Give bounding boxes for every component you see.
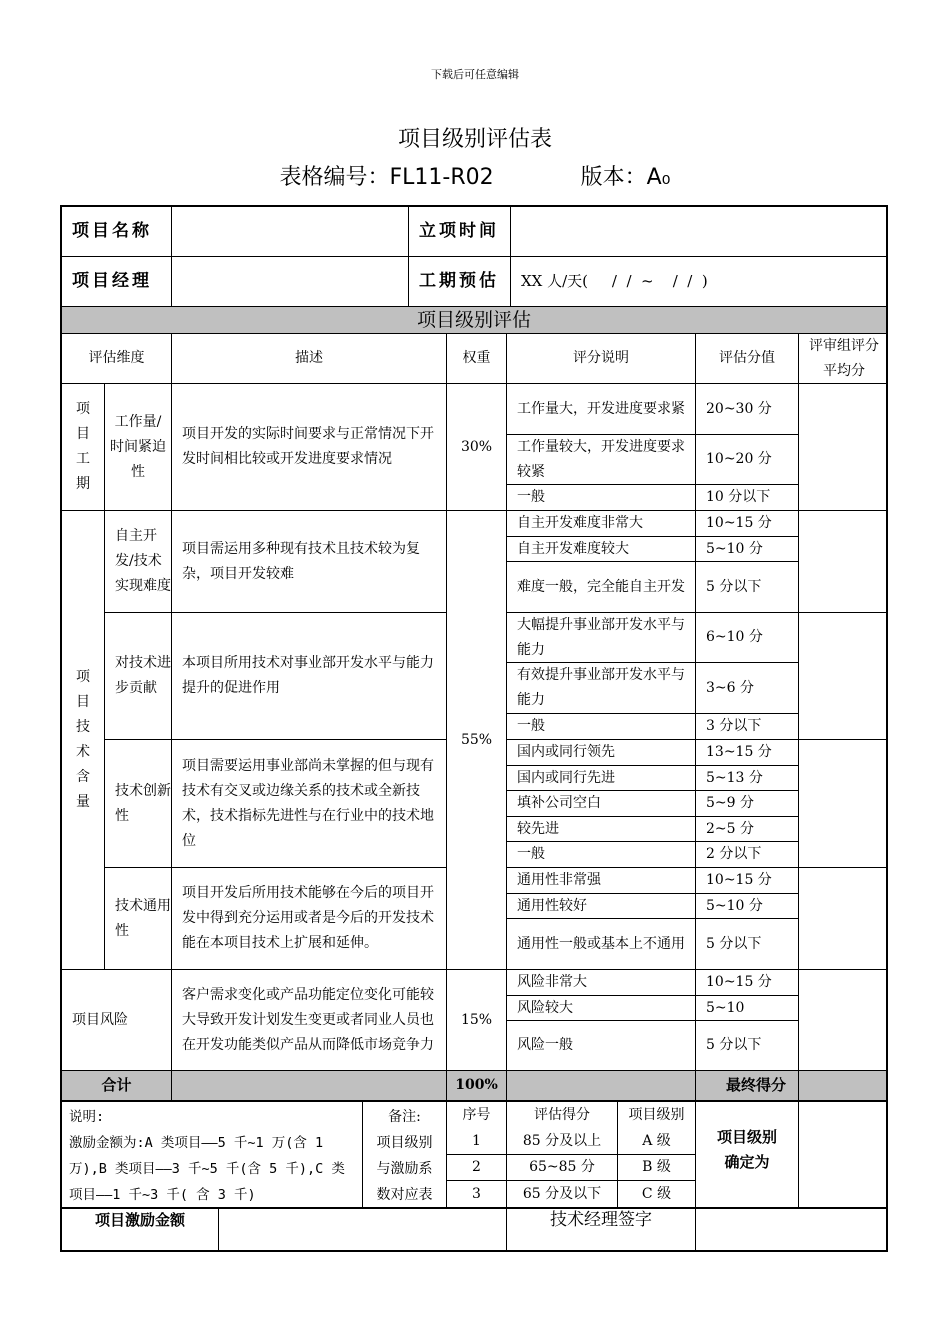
total-weight: 100% bbox=[455, 1077, 498, 1093]
score-item: 5 分以下 bbox=[706, 935, 762, 952]
incentive-note bbox=[69, 1104, 359, 1208]
criteria-item: 难度一般，完全能自主开发 bbox=[517, 578, 685, 595]
criteria-item: 填补公司空白 bbox=[517, 795, 601, 811]
group-label-risk: 项目风险 bbox=[72, 1011, 128, 1028]
score-item: 10~20 分 bbox=[706, 451, 772, 467]
project-manager-label: 项目经理 bbox=[72, 271, 152, 291]
level-table-cell: C 级 bbox=[641, 1185, 672, 1202]
signature-field[interactable] bbox=[696, 1209, 886, 1250]
score-item: 6~10 分 bbox=[706, 629, 763, 645]
score-item: 2 分以下 bbox=[706, 846, 762, 862]
bonus-field[interactable] bbox=[219, 1209, 506, 1250]
note-line: 激励金额为:A 类项目——5 千~1 万(含 1 bbox=[69, 1135, 324, 1151]
level-table-cell: A 级 bbox=[642, 1132, 671, 1149]
criteria-item: 较先进 bbox=[517, 820, 559, 837]
note-line: 万),B 类项目——3 千~5 千(含 5 千),C 类 bbox=[69, 1161, 345, 1177]
criteria-item: 风险较大 bbox=[517, 999, 573, 1016]
score-item: 5~9 分 bbox=[706, 795, 754, 811]
final-score-label: 最终得分 bbox=[725, 1076, 786, 1094]
sub-label-difficulty: 自主开发/技术实现难度 bbox=[115, 528, 171, 594]
criteria-item: 大幅提升事业部开发水平与能力 bbox=[517, 616, 685, 658]
criteria-item: 有效提升事业部开发水平与能力 bbox=[517, 667, 685, 708]
desc-difficulty: 项目需运用多种现有技术且技术较为复杂，项目开发较难 bbox=[182, 540, 420, 582]
remark-line: 与激励系 bbox=[376, 1161, 433, 1177]
score-item: 10 分以下 bbox=[706, 489, 771, 505]
sub-label-generality: 技术通用性 bbox=[115, 897, 171, 939]
score-item: 5~10 分 bbox=[706, 540, 763, 557]
header-note: 下载后可任意编辑 bbox=[431, 68, 519, 81]
criteria-item: 通用性一般或基本上不通用 bbox=[517, 935, 685, 952]
score-item: 5~10 bbox=[706, 999, 745, 1016]
score-item: 10~15 分 bbox=[706, 974, 772, 990]
sub-label-contribution: 对技术进步贡献 bbox=[115, 655, 171, 696]
level-table-head: 评估得分 bbox=[534, 1106, 590, 1123]
final-score-field[interactable] bbox=[799, 1071, 886, 1100]
col-score: 评估分值 bbox=[719, 350, 775, 366]
desc-workload: 项目开发的实际时间要求与正常情况下开发时间相比较或开发进度要求情况 bbox=[182, 426, 434, 467]
criteria-item: 国内或同行领先 bbox=[517, 744, 615, 760]
version-number: 版本：A₀ bbox=[580, 165, 671, 190]
remark-line: 备注: bbox=[388, 1109, 421, 1125]
remark-line: 项目级别 bbox=[376, 1135, 433, 1151]
start-time-label: 立项时间 bbox=[419, 221, 499, 241]
duration-label: 工期预估 bbox=[419, 271, 499, 291]
desc-risk: 客户需求变化或产品功能定位变化可能较大导致开发计划发生变更或者同业人员也在开发功能类似产品从而降低市场竞争力 bbox=[182, 986, 434, 1053]
score-item: 5 分以下 bbox=[706, 578, 762, 595]
duration-field[interactable]: XX 人/天( / / ~ / / ) bbox=[521, 272, 708, 290]
bonus-label: 项目激励金额 bbox=[94, 1211, 185, 1229]
level-table-cell: 65~85 分 bbox=[529, 1159, 595, 1175]
sub-label-workload: 工作量/时间紧迫性 bbox=[110, 413, 166, 480]
score-item: 3 分以下 bbox=[706, 718, 762, 734]
desc-contribution: 本项目所用技术对事业部开发水平与能力提升的促进作用 bbox=[182, 655, 434, 696]
level-table-cell: 2 bbox=[472, 1159, 481, 1175]
form-number: 表格编号：FL11-R02 bbox=[279, 165, 494, 190]
level-table-cell: 85 分及以上 bbox=[522, 1132, 602, 1149]
page-title: 项目级别评估表 bbox=[397, 127, 552, 152]
note-line: 说明: bbox=[69, 1109, 105, 1125]
criteria-item: 工作量大，开发进度要求紧 bbox=[517, 400, 685, 417]
criteria-item: 通用性非常强 bbox=[517, 872, 601, 888]
score-item: 10~15 分 bbox=[706, 515, 772, 531]
desc-generality: 项目开发后所用技术能够在今后的项目开发中得到充分运用或者是今后的开发技术能在本项目技术上扩展和延伸。 bbox=[182, 885, 434, 951]
criteria-item: 工作量较大，开发进度要求较紧 bbox=[517, 438, 685, 480]
criteria-item: 一般 bbox=[517, 489, 545, 505]
project-name-field[interactable] bbox=[172, 207, 408, 256]
criteria-item: 一般 bbox=[517, 846, 545, 862]
form-meta bbox=[0, 160, 950, 191]
sub-label-innovation: 技术创新性 bbox=[115, 782, 171, 824]
criteria-item: 自主开发难度较大 bbox=[517, 540, 629, 557]
col-panel-avg: 评审组评分平均分 bbox=[809, 337, 879, 379]
level-table-cell: 65 分及以下 bbox=[522, 1185, 602, 1202]
start-time-field[interactable] bbox=[511, 207, 886, 256]
level-table-head: 序号 bbox=[462, 1106, 491, 1123]
group-label-schedule: 项目工期 bbox=[76, 401, 90, 492]
note-line: 项目——1 千~3 千( 含 3 千) bbox=[69, 1187, 256, 1203]
criteria-item: 风险非常大 bbox=[517, 974, 587, 990]
score-item: 10~15 分 bbox=[706, 872, 772, 888]
section-title: 项目级别评估 bbox=[416, 308, 531, 331]
criteria-item: 国内或同行先进 bbox=[517, 769, 615, 786]
criteria-item: 自主开发难度非常大 bbox=[517, 515, 643, 531]
weight-risk: 15% bbox=[460, 1011, 493, 1028]
score-item: 2~5 分 bbox=[706, 820, 754, 837]
score-item: 3~6 分 bbox=[706, 679, 754, 696]
level-table-cell: B 级 bbox=[642, 1159, 671, 1175]
level-table-cell: 3 bbox=[472, 1185, 481, 1202]
group-label-tech: 项目技术含量 bbox=[76, 669, 90, 810]
col-description: 描述 bbox=[295, 350, 323, 366]
criteria-item: 通用性较好 bbox=[517, 897, 587, 914]
col-criteria: 评分说明 bbox=[573, 350, 629, 366]
signature-label: 技术经理签字 bbox=[550, 1210, 652, 1230]
remark-line: 数对应表 bbox=[376, 1187, 433, 1203]
project-manager-field[interactable] bbox=[172, 257, 408, 306]
total-label: 合计 bbox=[101, 1076, 132, 1094]
project-name-label: 项目名称 bbox=[72, 221, 152, 241]
criteria-item: 一般 bbox=[517, 718, 545, 734]
score-item: 20~30 分 bbox=[706, 400, 772, 417]
level-result-label: 项目级别确定为 bbox=[716, 1128, 777, 1171]
score-item: 13~15 分 bbox=[706, 744, 772, 760]
level-table-cell: 1 bbox=[472, 1132, 481, 1149]
weight-schedule: 30% bbox=[460, 438, 493, 455]
col-weight: 权重 bbox=[462, 350, 491, 366]
weight-tech: 55% bbox=[460, 731, 493, 748]
score-item: 5~13 分 bbox=[706, 769, 763, 786]
level-table-head: 项目级别 bbox=[628, 1106, 685, 1123]
col-dimension: 评估维度 bbox=[88, 350, 145, 366]
score-item: 5 分以下 bbox=[706, 1037, 762, 1053]
desc-innovation: 项目需要运用事业部尚未掌握的但与现有技术有交叉或边缘关系的技术或全新技术，技术指标先进性与在行业中的技术地位 bbox=[182, 757, 434, 849]
level-result-field[interactable] bbox=[799, 1102, 886, 1207]
score-item: 5~10 分 bbox=[706, 897, 763, 914]
criteria-item: 风险一般 bbox=[517, 1037, 573, 1053]
remark-block bbox=[363, 1104, 446, 1208]
